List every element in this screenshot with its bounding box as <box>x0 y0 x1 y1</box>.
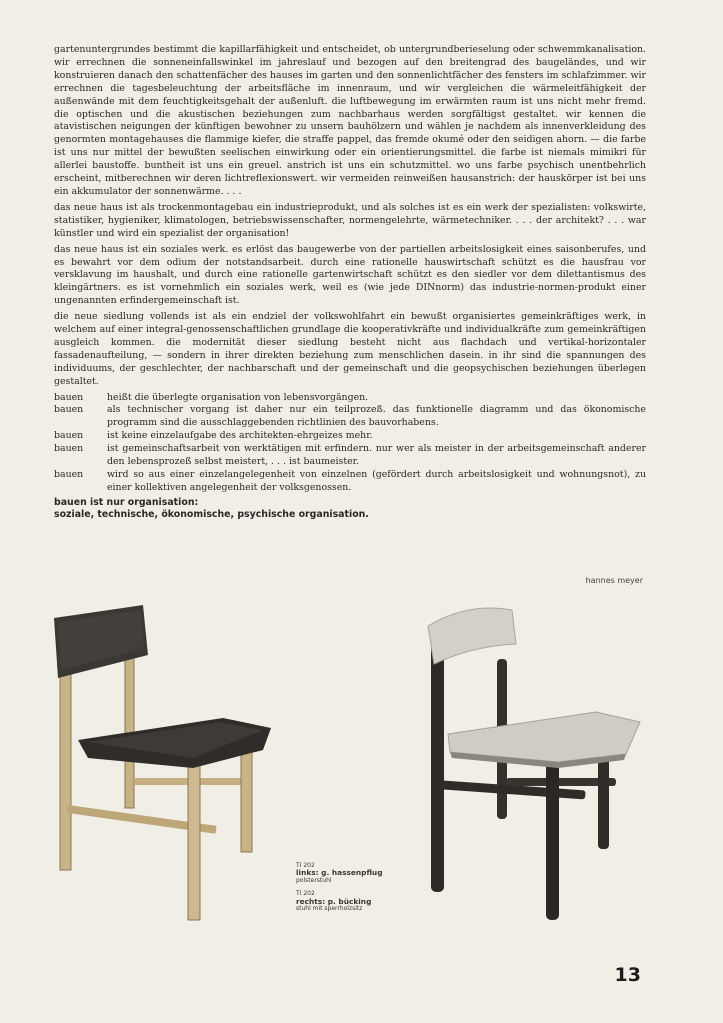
closing-statement <box>54 497 646 521</box>
bauen-definition: als technischer vorgang ist daher nur ein teilprozeß. das funktionelle diagramm und das ökonomische programm sind die ausschlaggebenden richtlinien des bauvorhabens. <box>107 404 646 429</box>
bauen-definition: ist gemeinschaftsarbeit von werktätigen mit erfindern. nur wer als meister in der arbeitsgemeinschaft anderer den lebensprozeß selbst meistert, . . . ist baumeister. <box>107 443 646 468</box>
caption-label-2: rechts: p. bücking <box>296 896 372 906</box>
paragraph-2: das neue haus ist als trockenmontagebau ein industrieprodukt, und als solches ist es ein werk der spezialisten: volkswirte, statistiker, hygieniker, klimatologen, betriebswissenschafter, normengelehrte, wärmetechniker. . . . der architekt? . . . war künstler und wird ein spezialist der organisation! <box>54 201 646 239</box>
caption-code-2: TI 202 <box>296 890 315 898</box>
bauen-definition: heißt die überlegte organisation von lebensvorgängen. <box>107 391 369 403</box>
caption-desc-2: stuhl mit sperrholzsitz <box>296 905 363 913</box>
bauen-row <box>54 430 646 443</box>
bauen-row <box>54 392 646 405</box>
page-number: 13 <box>614 964 641 986</box>
bauen-row <box>54 469 646 495</box>
bauen-row <box>54 404 646 430</box>
bauen-definition: ist keine einzelaufgabe des architekten-ehrgeizes mehr. <box>107 430 373 442</box>
bauen-definitions <box>54 392 646 495</box>
plywood-chair-photo <box>418 604 650 926</box>
caption-desc-1: polsterstuhl <box>296 876 332 884</box>
bauen-row <box>54 443 646 469</box>
closing-line-2: soziale, technische, ökonomische, psychische organisation. <box>54 508 369 520</box>
paragraph-1: gartenuntergrundes bestimmt die kapillarfähigkeit und entscheidet, ob untergrundberieselung oder schwemmkanalisation. wir errechnen die sonneneinfallswinkel im jahreslauf und bezogen auf den breitengrad des baugeländes, und wir konstruieren danach den schattenfächer des hauses im garten und den sonnenlichtfächer des fensters im schlafzimmer. wir errechnen die tagesbeleuchtung der arbeitsfläche im innenraum, und wir vergleichen die wärmeleitfähigkeit der außenwände mit dem feuchtigkeitsgehalt der außenluft. die luftbewegung im erwärmten raum ist uns nicht mehr fremd. die optischen und die akustischen beziehungen zum nachbarhaus werden sorgfältigst gestaltet. wir kennen die atavistischen neigungen der künftigen bewohner zu unsern bauhölzern und wählen je nachdem als innenverkleidung des genormten montagehauses die flammige kiefer, die straffe pappel, das fremde okumé oder den seidigen ahorn. — die farbe ist uns nur mittel der bewußten seelischen einwirkung oder ein orientierungsmittel. die farbe ist niemals mimikri für allerlei baustoffe. buntheit ist uns ein greuel. anstrich ist uns ein schutzmittel. wo uns farbe psychisch unentbehrlich erscheint, mitberechnen wir deren lichtreflexionswert. wir vermeiden reinweißen hausanstrich: der hauskörper ist bei uns ein akkumulator der sonnenwärme. . . . <box>54 44 646 197</box>
article-body <box>54 44 646 521</box>
paragraph-4: die neue siedlung vollends ist als ein endziel der volkswohlfahrt ein bewußt organisiertes gemeinkräftiges werk, in welchem auf einer integral-genossenschaftlichen grundlage die kooperativkräfte und individualkräfte zum gemeinkräftigen ausgleich kommen. die modernität dieser siedlung besteht nicht aus flachdach und vertikal-horizontaler fassadenaufteilung, — sondern in ihrer direkten beziehung zum menschlichen dasein. in ihr sind die spannungen des individuums, der geschlechter, der nachbarschaft und der gemeinschaft und die geopsychischen beziehungen überlegen gestaltet. <box>54 311 646 387</box>
closing-line-1: bauen ist nur organisation: <box>54 496 199 508</box>
bauen-term: bauen <box>54 469 84 480</box>
photo-caption <box>296 862 382 912</box>
bauen-definition: wird so aus einer einzelangelegenheit von einzelnen (gefördert durch arbeitslosigkeit und wohnungsnot), zu einer kollektiven angelegenheit der volksgenossen. <box>107 469 646 493</box>
caption-code-1: TI 202 <box>296 862 315 869</box>
paragraph-3: das neue haus ist ein soziales werk. es erlöst das baugewerbe von der partiellen arbeitslosigkeit eines saisonberufes, und es bewahrt vor dem odium der notstandsarbeit. durch eine rationelle hauswirtschaft schützt es die hausfrau vor versklavung im haushalt, und durch eine rationelle gartenwirtschaft schützt es den siedler vor dem dilettantismus des kleingärtners. es ist vornehmlich ein soziales werk, weil es (wie jede DINnorm) das industrie-normen-produkt einer ungenannten erfindergemeinschaft ist. <box>54 243 646 307</box>
bauen-term: bauen <box>54 391 84 403</box>
author-signature: hannes meyer <box>585 576 643 585</box>
upholstered-chair-photo <box>48 600 278 925</box>
bauen-term: bauen <box>54 430 84 442</box>
caption-label-1: links: g. hassenpflug <box>296 868 383 878</box>
bauen-term: bauen <box>54 443 84 455</box>
bauen-term: bauen <box>54 404 84 416</box>
